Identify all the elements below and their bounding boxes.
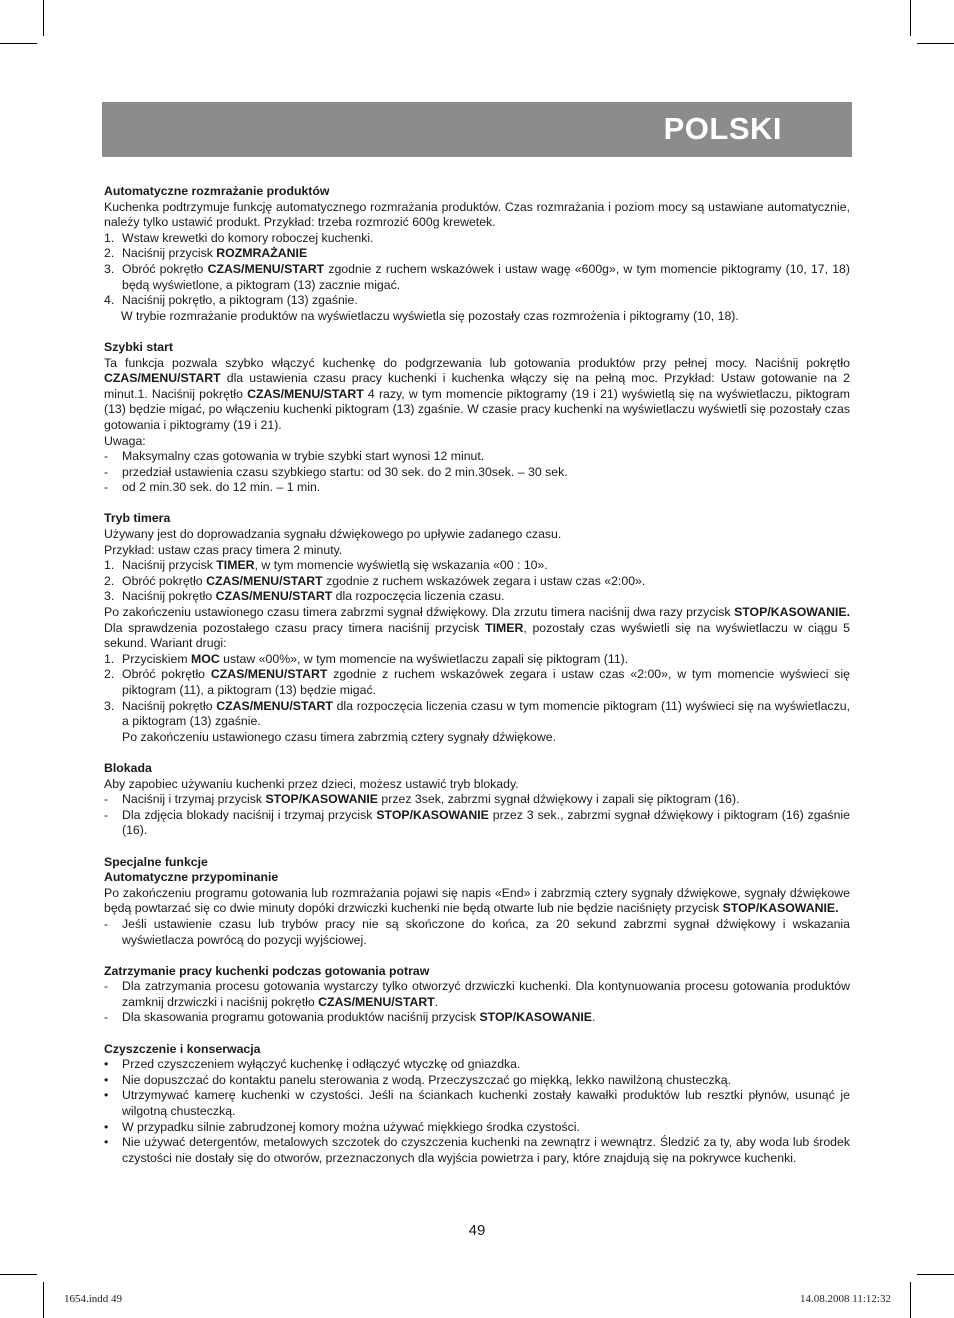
list-item: - od 2 min.30 sek. do 12 min. – 1 min.	[104, 480, 321, 495]
section-heading: Blokada	[104, 760, 152, 775]
section-heading: Specjalne funkcje	[104, 854, 208, 869]
numbered-list	[104, 231, 850, 309]
crop-mark	[0, 43, 37, 44]
crop-mark	[43, 0, 44, 36]
note-label: Uwaga:	[104, 433, 146, 448]
crop-mark	[917, 1274, 954, 1275]
list-item: 3. Obróć pokrętło CZAS/MENU/START zgodnie z ruchem wskazówek i ustaw wagę «600g», w tym momencie piktogramy (10, 17, 18) będą wyświetlone, a piktogram (13) zacznie migać.	[104, 261, 850, 292]
manual-content	[104, 184, 850, 1166]
section-heading: Szybki start	[104, 339, 174, 354]
numbered-list	[104, 652, 850, 730]
list-item: - Dla zdjęcia blokady naciśnij i trzymaj przycisk STOP/KASOWANIE przez 3 sek., zabrzmi sygnał dźwiękowy i piktogram (16) zgaśnie (16).	[104, 807, 850, 838]
section-heading: Tryb timera	[104, 511, 171, 526]
paragraph: Po zakończeniu programu gotowania lub rozmrażania pojawi się napis «End» i zabrzmią cztery sygnały dźwiękowe, sygnały dźwiękowe będą powtarzać się co dwie minuty dopóki drzwiczki kuchenki nie będą otwarte lub nie będzie naciśnięty przycisk STOP/KASOWANIE.	[104, 885, 850, 916]
note: Po zakończeniu ustawionego czasu timera zabrzmią cztery sygnały dźwiękowe.	[122, 729, 557, 744]
section-heading: Zatrzymanie pracy kuchenki podczas gotowania potraw	[104, 963, 430, 978]
page-number: 49	[468, 1222, 486, 1239]
list-item: - Maksymalny czas gotowania w trybie szybki start wynosi 12 minut.	[104, 449, 485, 464]
dash-list	[104, 792, 850, 839]
bullet-list	[104, 1057, 850, 1166]
numbered-list	[104, 558, 850, 605]
section-heading: Automatyczne rozmrażanie produktów	[104, 184, 330, 198]
list-item: 2. Obróć pokrętło CZAS/MENU/START zgodnie z ruchem wskazówek zegara i ustaw czas «2:00», w tym momencie wyświeci się piktogram (11), a piktogram (13) będzie migać.	[104, 667, 850, 697]
list-item: • Nie używać detergentów, metalowych szczotek do czyszczenia kuchenki na zewnątrz i wewnątrz. Śledzić za ty, aby woda lub środek czystości nie dostały się do otworów, przeznaczonych dla wyjścia powietrza i pary, które znajdują się na pokrywce kuchenki.	[104, 1135, 850, 1165]
list-item: - Dla zatrzymania procesu gotowania wystarczy tylko otworzyć drzwiczki kuchenki. Dla kontynuowania procesu gotowania produktów zamknij drzwiczki i naciśnij pokrętło CZAS/MENU/START.	[104, 979, 850, 1009]
crop-mark	[43, 1282, 44, 1318]
paragraph: Aby zapobiec używaniu kuchenki przez dzieci, możesz ustawić tryb blokady.	[104, 776, 519, 791]
note: W trybie rozmrażanie produktów na wyświetlaczu wyświetla się pozostały czas rozmrożenia i piktogramy (10, 18).	[121, 308, 739, 323]
list-item: • Nie dopuszczać do kontaktu panelu sterowania z wodą. Przeczyszczać go miękką, lekko nawilżoną chusteczką.	[104, 1072, 732, 1087]
footer-timestamp: 14.08.2008 11:12:32	[800, 1293, 891, 1305]
crop-mark	[910, 1282, 911, 1318]
crop-mark	[0, 1274, 37, 1275]
language-banner	[102, 102, 852, 157]
list-item: • Utrzymywać kamerę kuchenki w czystości. Jeśli na ściankach kuchenki zostały kawałki produktów lub resztki płynów, usunąć je wilgotną chusteczką.	[104, 1088, 850, 1119]
list-item: 4. Naciśnij pokrętło, a piktogram (13) zgaśnie.	[104, 293, 358, 308]
dash-list	[104, 979, 850, 1026]
footer-file: 1654.indd 49	[64, 1293, 123, 1305]
list-item: • Przed czyszczeniem wyłączyć kuchenkę i odłączyć wtyczkę od gniazdka.	[104, 1057, 521, 1072]
list-item: 1. Przyciskiem MOC ustaw «00%», w tym momencie na wyświetlaczu zapali się piktogram (11).	[104, 651, 629, 666]
crop-mark	[917, 43, 954, 44]
list-item: - Dla skasowania programu gotowania produktów naciśnij przycisk STOP/KASOWANIE.	[104, 1010, 596, 1025]
subsection-heading: Automatyczne przypominanie	[104, 870, 279, 885]
list-item: 3. Naciśnij pokrętło CZAS/MENU/START dla rozpoczęcia liczenia czasu w tym momencie piktogram (11) wyświeci się na wyświetlaczu, a piktogram (13) zgaśnie.	[104, 698, 850, 729]
list-item: 3. Naciśnij pokrętło CZAS/MENU/START dla rozpoczęcia liczenia czasu.	[104, 589, 505, 604]
dash-list	[104, 449, 850, 496]
paragraph: Przykład: ustaw czas pracy timera 2 minuty.	[104, 542, 343, 557]
crop-mark	[910, 0, 911, 36]
list-item: • W przypadku silnie zabrudzonej komory można używać miękkiego środka czystości.	[104, 1119, 580, 1134]
list-item: - przedział ustawienia czasu szybkiego startu: od 30 sek. do 2 min.30sek. – 30 sek.	[104, 464, 568, 479]
list-item: - Jeśli ustawienie czasu lub trybów pracy nie są skończone do końca, za 20 sekund zabrzmi sygnał dźwiękowy i wskazania wyświetlacza powrócą do pozycji wyjściowej.	[104, 916, 850, 947]
dash-list	[104, 917, 850, 948]
paragraph: Po zakończeniu ustawionego czasu timera zabrzmi sygnał dźwiękowy. Dla zrzutu timera naciśnij dwa razy przycisk STOP/KASOWANIE. Dla sprawdzenia pozostałego czasu pracy timera naciśnij przycisk TIMER, pozostały czas wyświetli się na wyświetlaczu w ciągu 5 sekund. Wariant drugi:	[104, 605, 850, 651]
paragraph: Ta funkcja pozwala szybko włączyć kuchenkę do podgrzewania lub gotowania produktów przy pełnej mocy. Naciśnij pokrętło CZAS/MENU/START dla ustawienia czasu pracy kuchenki i kuchenka włączy się na pełną moc. Przykład: Ustaw gotowanie na 2 minut.1. Naciśnij pokrętło CZAS/MENU/START 4 razy, w tym momencie piktogramy (19 i 21) wyświetlą się na wyświetlaczu, piktogram (13) będzie migać, po włączeniu kuchenki piktogram (13) zgaśnie. W czasie pracy kuchenki na wyświetlaczu wyświetli się pozostały czas gotowania i piktogramy (19 i 21).	[104, 355, 850, 432]
page-title: POLSKI	[663, 111, 782, 146]
list-item: 2. Naciśnij przycisk ROZMRAŻANIE	[104, 246, 308, 261]
paragraph: Używany jest do doprowadzania sygnału dźwiękowego po upływie zadanego czasu.	[104, 527, 562, 542]
list-item: - Naciśnij i trzymaj przycisk STOP/KASOWANIE przez 3sek, zabrzmi sygnał dźwiękowy i zapali się piktogram (16).	[104, 792, 740, 807]
paragraph: Kuchenka podtrzymuje funkcję automatycznego rozmrażania produktów. Czas rozmrażania i poziom mocy są ustawiane automatycznie, należy tylko ustawić produkt. Przykład: trzeba rozmrozić 600g krewetek.	[104, 199, 850, 230]
list-item: 1. Naciśnij przycisk TIMER, w tym momencie wyświetlą się wskazania «00 : 10».	[104, 558, 548, 573]
section-heading: Czyszczenie i konserwacja	[104, 1041, 261, 1056]
list-item: 2. Obróć pokrętło CZAS/MENU/START zgodnie z ruchem wskazówek zegara i ustaw czas «2:00».	[104, 573, 646, 588]
list-item: 1. Wstaw krewetki do komory roboczej kuchenki.	[104, 230, 374, 245]
